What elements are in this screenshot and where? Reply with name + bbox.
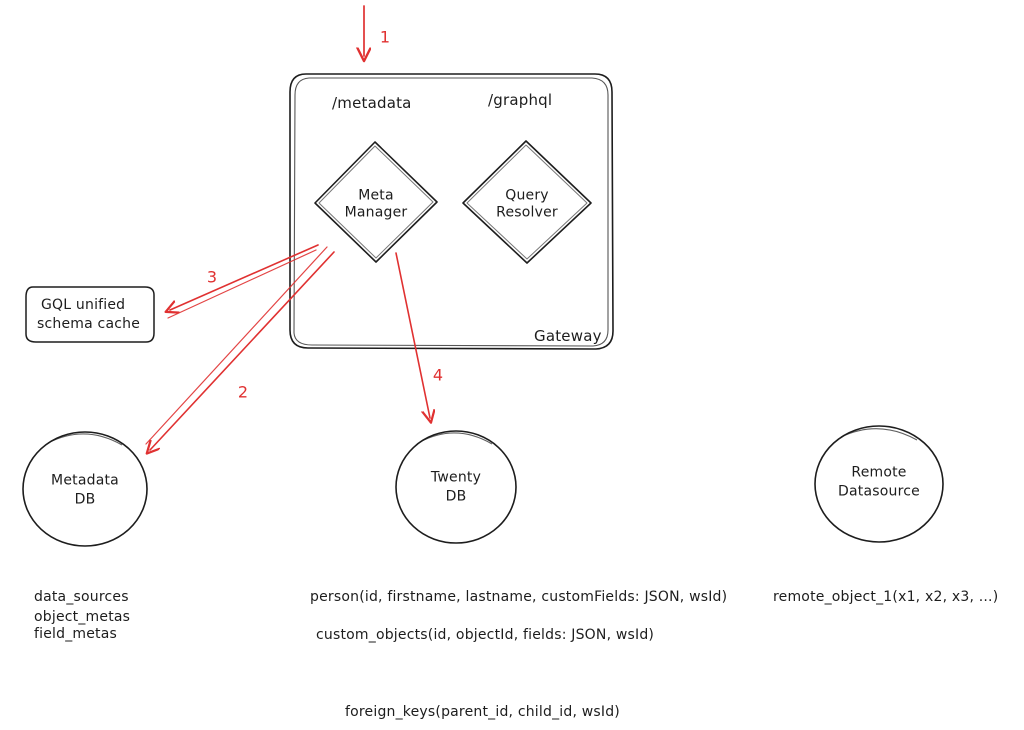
arrow-4 [396, 253, 430, 418]
twenty-schema-line-1: person(id, firstname, lastname, customFields: JSON, wsId) [310, 589, 728, 605]
query-resolver-label-line2: Resolver [496, 204, 558, 221]
arrow-4-number: 4 [432, 365, 444, 385]
twenty-db-label-line2: DB [445, 488, 467, 505]
remote-schema-line-1: remote_object_1(x1, x2, x3, ...) [773, 589, 999, 605]
metadata-db-label-line2: DB [74, 491, 96, 508]
arrow-1-number: 1 [379, 27, 391, 47]
metadata-schema-line-1: data_sources [34, 589, 129, 605]
gateway-label: Gateway [534, 327, 602, 345]
metadata-schema-line-3: field_metas [34, 626, 118, 642]
route-graphql-label: /graphql [488, 91, 553, 109]
route-metadata-label: /metadata [332, 94, 412, 112]
twenty-db-shape [396, 431, 516, 543]
remote-datasource-label-line1: Remote [851, 464, 907, 481]
metadata-schema-line-2: object_metas [34, 609, 131, 625]
twenty-db-label-line1: Twenty [430, 469, 482, 486]
metadata-db-label-line1: Metadata [51, 472, 119, 489]
remote-datasource-label-line2: Datasource [838, 483, 920, 500]
arrow-3-number: 3 [206, 267, 218, 287]
meta-manager-label-line2: Manager [344, 204, 408, 221]
gql-cache-shape [26, 287, 154, 342]
query-resolver-label-line1: Query [505, 187, 549, 204]
gql-cache-label-line1: GQL unified [41, 297, 126, 313]
shared-schema-line-1: foreign_keys(parent_id, child_id, wsId) [345, 704, 620, 720]
gateway-container [290, 74, 613, 349]
meta-manager-label-line1: Meta [358, 187, 394, 204]
twenty-schema-line-2: custom_objects(id, objectId, fields: JSON, wsId) [316, 627, 655, 643]
gql-cache-label-line2: schema cache [37, 316, 141, 332]
arrow-2-number: 2 [237, 382, 249, 402]
